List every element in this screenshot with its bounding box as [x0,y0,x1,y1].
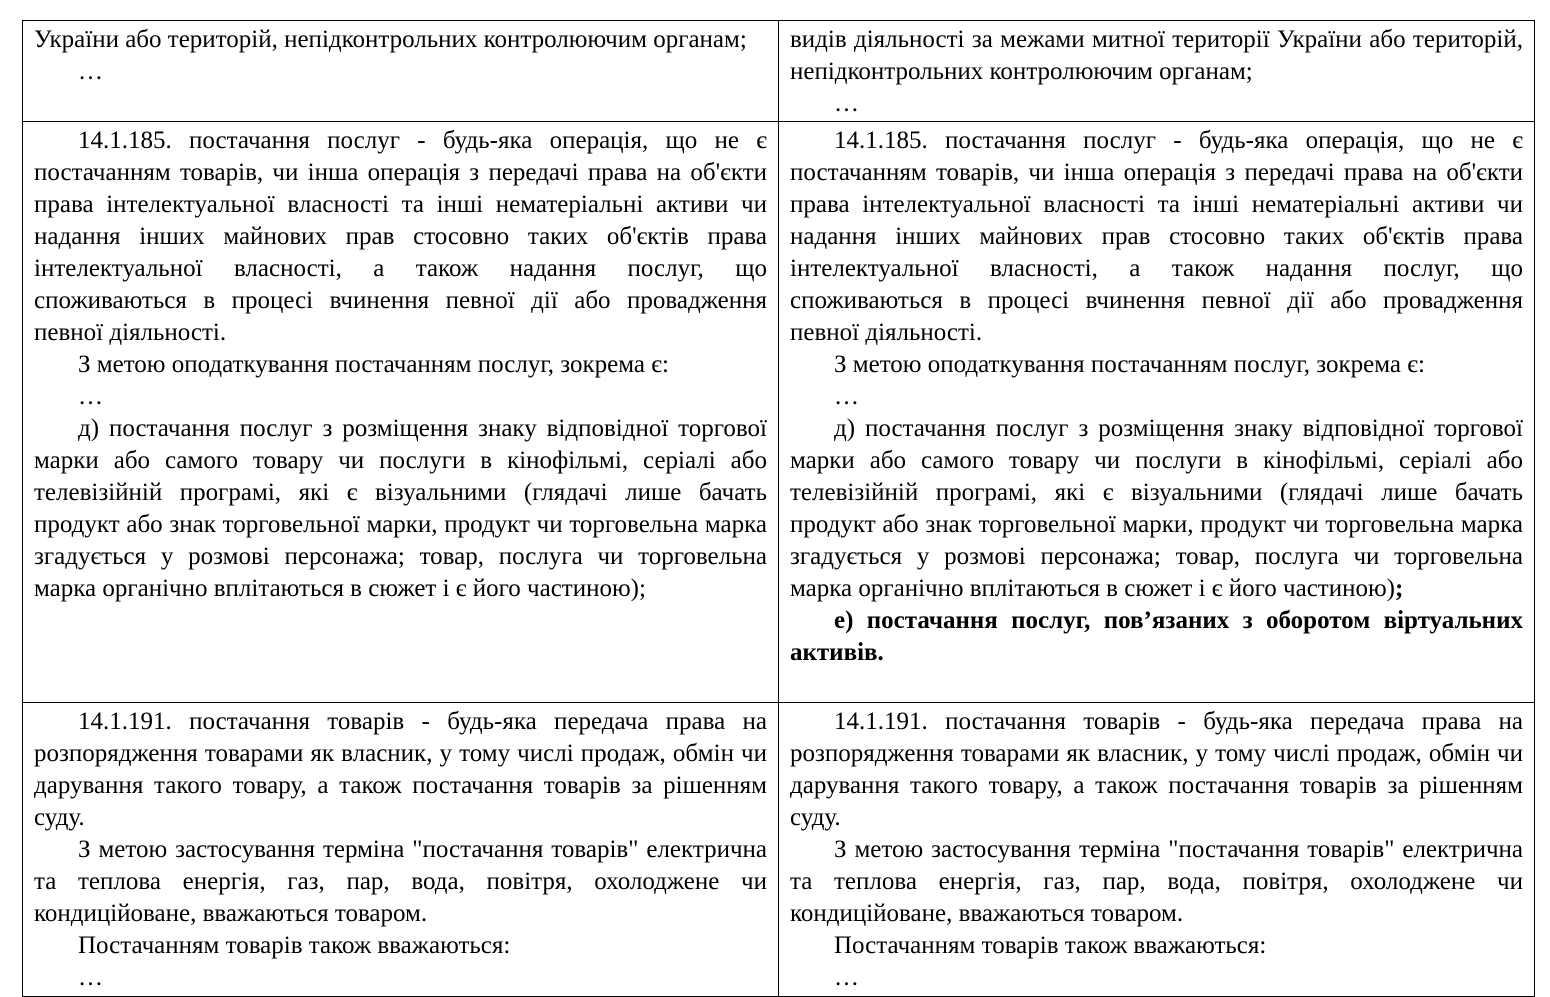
left-cell [23,122,779,703]
paragraph: України або територій, непідконтрольних контролюючим органам; [34,26,747,53]
ellipsis: … [834,383,859,410]
paragraph: 14.1.185. постачання послуг - будь-яка операція, що не є постачанням товарів, чи інша операція з передачі права на об'єкти права інтелектуальної власності та інші нематеріальні активи чи надання інших майнових прав стосовно таких об'єктів права інтелектуальної власності, а також надання послуг, що споживаються в процесі вчинення певної дії або провадження певної діяльності. [790,127,1523,346]
right-cell [779,703,1535,997]
paragraph: д) постачання послуг з розміщення знаку відповідної торгової марки або самого товару чи послуги в кінофільмі, серіалі або телевізійній програмі, які є візуальними (глядачі лише бачать продукт або знак торговельної марки, продукт чи торговельна марка згадується у розмові персонажа; товар, послуга чи торговельна марка органічно вплітаються в сюжет і є його частиною); [34,415,767,602]
comparison-table [22,20,1535,997]
left-cell [23,703,779,997]
paragraph: Постачанням товарів також вважаються: [834,932,1267,959]
paragraph: 14.1.185. постачання послуг - будь-яка операція, що не є постачанням товарів, чи інша операція з передачі права на об'єкти права інтелектуальної власності та інші нематеріальні активи чи надання інших майнових прав стосовно таких об'єктів права інтелектуальної власності, а також надання послуг, що споживаються в процесі вчинення певної дії або провадження певної діяльності. [34,127,767,346]
paragraph: З метою застосування терміна "постачання товарів" електрична та теплова енергія, газ, пар, вода, повітря, охолоджене чи кондиційоване, вважаються товаром. [34,836,767,927]
ellipsis: … [78,964,103,991]
right-cell [779,122,1535,703]
paragraph [790,413,1523,605]
table-row [23,122,1535,703]
right-cell [779,21,1535,122]
added-paragraph: е) постачання послуг, пов’язаних з оборотом віртуальних активів. [790,607,1523,666]
paragraph: Постачанням товарів також вважаються: [78,932,511,959]
paragraph: видів діяльності за межами митної території України або територій, непідконтрольних контролюючим органам; [790,26,1523,85]
paragraph: 14.1.191. постачання товарів - будь-яка передача права на розпорядження товарами як власник, у тому числі продаж, обмін чи дарування такого товару, а також постачання товарів за рішенням суду. [790,708,1523,831]
paragraph: З метою оподаткування постачанням послуг, зокрема є: [834,351,1425,378]
table-row [23,21,1535,122]
ellipsis: … [834,90,859,117]
paragraph: З метою оподаткування постачанням послуг, зокрема є: [78,351,669,378]
left-cell [23,21,779,122]
paragraph: З метою застосування терміна "постачання товарів" електрична та теплова енергія, газ, пар, вода, повітря, охолоджене чи кондиційоване, вважаються товаром. [790,836,1523,927]
paragraph: 14.1.191. постачання товарів - будь-яка передача права на розпорядження товарами як власник, у тому числі продаж, обмін чи дарування такого товару, а також постачання товарів за рішенням суду. [34,708,767,831]
table-row [23,703,1535,997]
ellipsis: … [78,383,103,410]
bold-semicolon: ; [1395,575,1404,602]
paragraph-text: д) постачання послуг з розміщення знаку відповідної торгової марки або самого товару чи послуги в кінофільмі, серіалі або телевізійній програмі, які є візуальними (глядачі лише бачать продукт або знак торговельної марки, продукт чи торговельна марка згадується у розмові персонажа; товар, послуга чи торговельна марка органічно вплітаються в сюжет і є його частиною) [790,415,1523,602]
ellipsis: … [834,964,859,991]
ellipsis: … [78,58,103,85]
